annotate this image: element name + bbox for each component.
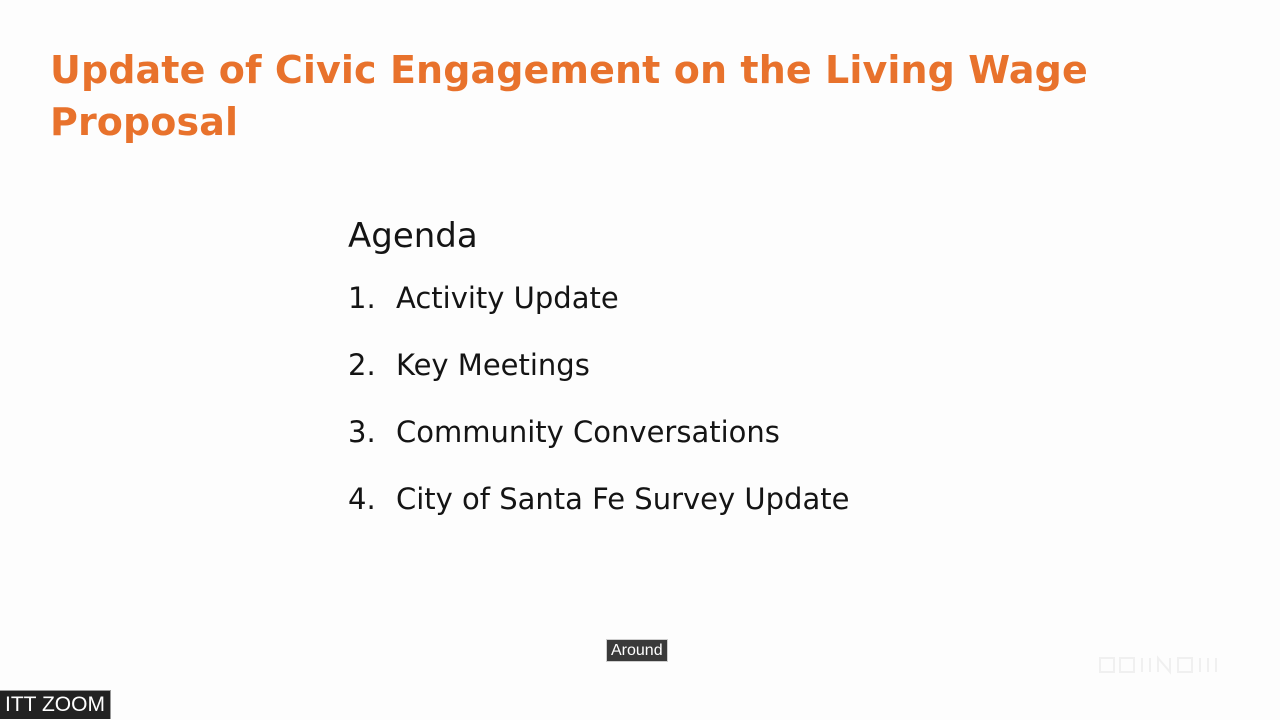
- channel-label: ITT ZOOM: [0, 690, 111, 719]
- agenda-heading: Agenda: [348, 216, 478, 256]
- agenda-item-number: 4.: [348, 482, 376, 516]
- watermark-logo: [1098, 652, 1238, 680]
- caption-text: Around: [606, 639, 668, 662]
- agenda-item: [348, 278, 1048, 345]
- agenda-item: [348, 412, 1048, 479]
- agenda-item-label: Activity Update: [396, 281, 619, 315]
- agenda-section: [348, 212, 1048, 546]
- agenda-item: [348, 479, 1048, 546]
- agenda-item-label: Key Meetings: [396, 348, 590, 382]
- agenda-item-label: Community Conversations: [396, 415, 780, 449]
- slide-title: Update of Civic Engagement on the Living Wage Proposal: [50, 48, 1088, 144]
- agenda-item-number: 1.: [348, 281, 376, 315]
- agenda-list: [348, 278, 1048, 546]
- agenda-item: [348, 345, 1048, 412]
- agenda-item-label: City of Santa Fe Survey Update: [396, 482, 850, 516]
- agenda-item-number: 2.: [348, 348, 376, 382]
- agenda-item-number: 3.: [348, 415, 376, 449]
